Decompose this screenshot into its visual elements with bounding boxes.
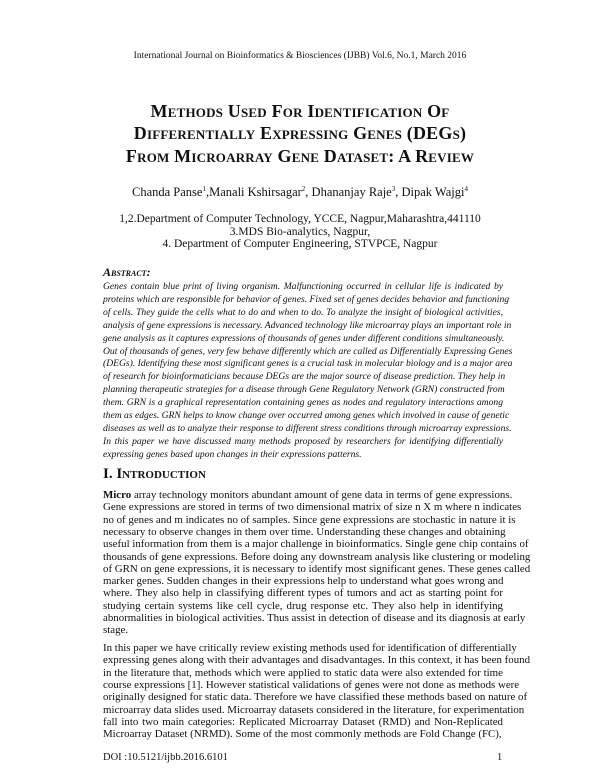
text-line: of GRN on gene expressions, it is necessary to identify most significant genes. These genes called — [103, 562, 531, 575]
affiliation: 4. Department of Computer Engineering, STVPCE, Nagpur — [162, 238, 438, 250]
text-line: abnormalities in biological activities. Thus assist in detection of disease and its diagnosis at early — [103, 612, 526, 624]
text-line: Out of thousands of genes, very few behave differently which are called as Differentially Expressing Genes — [103, 345, 513, 357]
author: Chanda Panse$^1$ — [132, 185, 206, 200]
text-line: course expressions [1]. However statistical validations of genes were not done as methods were — [103, 678, 520, 691]
text-line: In this paper we have discussed many methods proposed by researchers for identifying differentially — [103, 435, 503, 447]
text-line: proteins which are responsible for behavior of genes. Fixed set of genes decides behavior and functioning — [103, 293, 510, 305]
text-line: thousands of gene expressions. Before doing any downstream analysis like clustering or modeling — [103, 550, 531, 563]
title-line: Differentially Expressing Genes (DEGs) — [133, 123, 467, 143]
text-line: Genes contain blue print of living organism. Malfunctioning occurred in cellular life is indicated by — [103, 281, 503, 292]
text-line: them as edges. GRN helps to know change over occurred among genes which involved in cause of genetic — [103, 410, 510, 421]
abstract-heading: Abstract: — [103, 265, 151, 279]
text-line: where. They also help in classifying different types of tumors and act as starting point for — [103, 587, 503, 600]
text-line: in the literature that, methods which were applied to static data were also extended for time — [103, 666, 503, 679]
affiliation: 3.MDS Bio-analytics, Nagpur, — [229, 226, 371, 238]
title-line: From Microarray Gene Dataset: A Review — [125, 146, 475, 166]
section-heading: I. Introduction — [103, 466, 206, 482]
text-line: stage. — [103, 624, 129, 637]
text-line — [103, 489, 513, 502]
running-header: International Journal on Bioinformatics & Biosciences (IJBB) Vol.6, No.1, March 2016 — [133, 51, 467, 61]
text-line: of research for bioinformaticians because DEGs are the major source of disease prediction. They help in — [103, 371, 506, 383]
text-line: analysis of gene expressions is necessary. Advanced technology like microarray plays an important role in — [103, 319, 512, 331]
author: , Dipak Wajgi$^4$ — [395, 185, 468, 200]
line-text: array technology monitors abundant amount of gene data in terms of gene expressions. — [131, 489, 513, 501]
affiliation: 1,2.Department of Computer Technology, YCCE, Nagpur,Maharashtra,441110 — [119, 213, 481, 225]
text-line: expressing genes along with their advantages and disadvantages. In this context, it has been found — [103, 654, 531, 667]
text-line: Microarray Dataset (NRMD). Some of the most commonly methods are Fold Change (FC), — [103, 728, 502, 741]
lead-word: Micro — [103, 489, 132, 501]
text-line: gene analysis as it captures expressions of thousands of genes under different conditions simultaneously. — [103, 332, 505, 344]
text-line: In this paper we have critically review existing methods used for identification of differentially — [103, 642, 517, 654]
text-line: of cells. They guide the cells what to do and when to do. To analyze the insight of biological activities, — [103, 306, 503, 318]
author-list — [0, 185, 600, 200]
text-line: diseases as well as to analyze their response to different stress conditions through microarray expressions. — [103, 422, 512, 434]
text-line: Gene expressions are stored in terms of two dimensional matrix of size n X m where n indicates — [103, 501, 522, 514]
title-line: Methods Used For Identification Of — [150, 101, 450, 121]
author: ,Manali Kshirsagar$^2$ — [205, 185, 306, 200]
text-line: planning therapeutic strategies for a disease through Gene Regulatory Network (GRN) constructed from — [103, 384, 505, 396]
text-line: no of genes and m indicates no of samples. Since gene expressions are stochastic in nature it is — [103, 513, 516, 526]
text-line: studying certain systems like cell cycle, drug response etc. They also help in identifying — [103, 599, 503, 612]
text-line: microarray data slides used. Microarray datasets considered in the literature, for experimentation — [103, 703, 525, 716]
text-line: fall into two main categories: Replicated Microarray Dataset (RMD) and Non-Replicated — [103, 715, 503, 728]
text-line: marker genes. Sudden changes in their expressions help to understand what goes wrong and — [103, 575, 504, 588]
page-number: 1 — [497, 752, 503, 763]
text-line: useful information from them is a major challenge in bioinformatics. Single gene chip contains of — [103, 538, 529, 551]
text-line: necessary to observe changes in them over time. Understanding these changes and obtaining — [103, 525, 506, 538]
text-line: originally designed for static data. Therefore we have classified these methods based on nature of — [103, 691, 528, 704]
text-line: (DEGs). Identifying these most significant genes is a crucial task in molecular biology and is a major area — [103, 358, 513, 370]
author: , Dhananjay Raje$^3$ — [305, 185, 396, 200]
text-line: expressing genes based upon changes in their expressions patterns. — [103, 448, 362, 460]
text-line: them. GRN is a graphical representation containing genes as nodes and regulatory interactions among — [103, 397, 503, 409]
doi: DOI :10.5121/ijbb.2016.6101 — [103, 752, 228, 763]
